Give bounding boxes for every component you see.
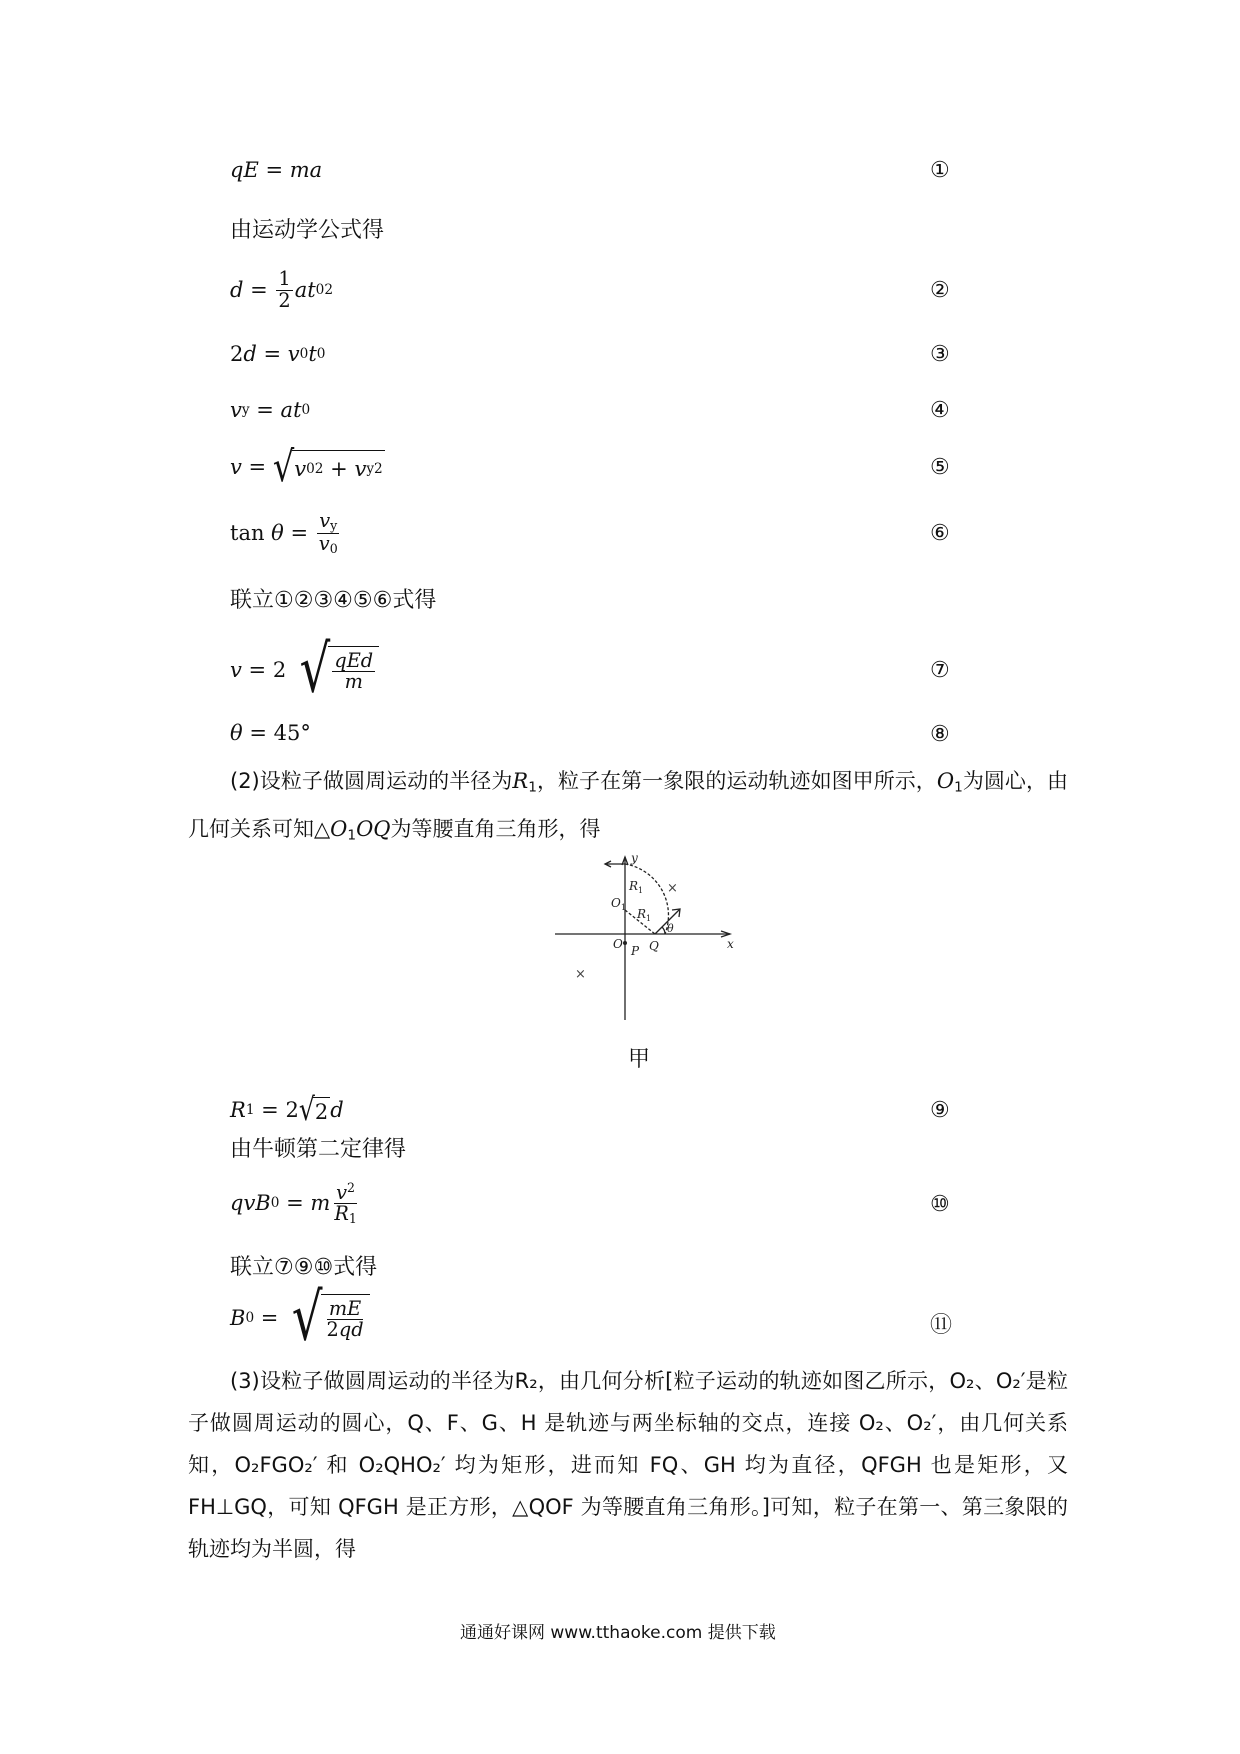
text-kinematics: 由运动学公式得	[230, 218, 385, 243]
label-o1: $O_1$	[611, 896, 626, 912]
equation-3: 2 d = v 0 t 0	[230, 342, 326, 366]
equation-number: ⑩	[930, 1192, 950, 1217]
label-x: x	[727, 937, 734, 951]
equation-number: ⑥	[930, 521, 950, 546]
equation-number: ④	[930, 398, 950, 423]
paragraph-3: (3)设粒子做圆周运动的半径为R₂，由几何分析[粒子运动的轨迹如图乙所示，O₂、O₂′是粒子做圆周运动的圆心，Q、F、G、H 是轨迹与两坐标轴的交点，连接 O₂、O₂′，由几何关系知，O₂FGO₂′ 和 O₂QHO₂′ 均为矩形，进而知 FQ、GH 均为直径，QFGH 也是矩形，又 FH⊥GQ，可知 QFGH 是正方形，△QOF 为等腰直角三角形。]可知，粒子在第一、第三象限的轨迹均为半圆，得	[188, 1369, 1068, 1561]
equation-7: v = 2 √ $\frac{\text{qEd}}{m}$	[230, 645, 379, 695]
equation-2: d = $\frac{1}{2}$ at 0 2	[230, 267, 334, 312]
equation-10: qvB 0 = m $\frac{v^2}{R_1}$	[230, 1179, 357, 1227]
equation-1: qE = ma	[230, 158, 323, 182]
cross-mark-1: ×	[667, 881, 678, 896]
equation-number: ⑧	[930, 722, 950, 747]
equation-8: θ = 45°	[230, 721, 311, 745]
trajectory-diagram	[555, 852, 735, 1022]
point-p	[623, 941, 627, 945]
label-r1a: $R_1$	[629, 879, 644, 895]
label-theta: θ	[667, 922, 674, 935]
theta-arc	[662, 927, 665, 934]
paragraph-2: (2)设粒子做圆周运动的半径为$R_1$，粒子在第一象限的运动轨迹如图甲所示，$O_1$为圆心，由几何关系可知$\triangle O_1OQ$为等腰直角三角形，得	[188, 769, 1069, 844]
label-q: Q	[649, 939, 659, 953]
text-combine-1: 联立①②③④⑤⑥式得	[230, 588, 437, 613]
equation-number: ①	[930, 158, 950, 183]
cross-mark-2: ×	[575, 967, 586, 982]
page-footer: 通通好课网 www.tthaoke.com 提供下载	[460, 1623, 776, 1643]
text-newton: 由牛顿第二定律得	[230, 1137, 407, 1162]
equation-11: B 0 = √ $\frac{mE}{2qd}$	[230, 1290, 370, 1346]
trajectory-arc	[625, 864, 668, 934]
label-o: O	[613, 937, 623, 951]
equation-number: ⑦	[930, 658, 950, 683]
equation-4: v y = at 0	[230, 398, 311, 422]
equation-number: ⑨	[930, 1098, 950, 1123]
figure-caption: 甲	[628, 1047, 651, 1072]
equation-6: tan θ = $\frac{v_y}{v_0}$	[230, 509, 338, 556]
equation-5: v = √ v 0 2 + v y 2	[230, 442, 383, 492]
equation-number: ②	[930, 278, 950, 303]
label-y: y	[631, 852, 638, 865]
equation-number: ⑤	[930, 455, 950, 480]
equation-9: R 1 = 2 √ 2 d	[230, 1090, 344, 1127]
equation-number: ⑪	[930, 1313, 953, 1338]
label-p: P	[631, 944, 640, 958]
text-combine-2: 联立⑦⑨⑩式得	[230, 1255, 378, 1280]
equation-number: ③	[930, 342, 950, 367]
label-r1b: $R_1$	[637, 907, 652, 923]
